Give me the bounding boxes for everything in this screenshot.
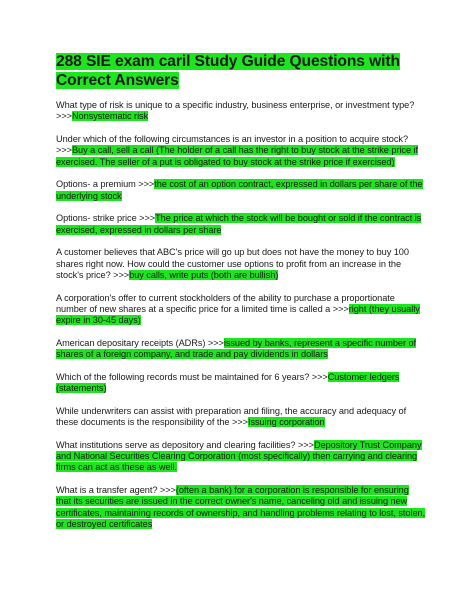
answer-text: Customer ledgers (statements) — [56, 371, 400, 394]
qa-item — [56, 440, 426, 474]
answer-separator: >>> — [231, 417, 248, 428]
question-text: A customer believes that ABC's price will go up but does not have the money to buy 100 shares right now. How could the customer use options to profit from an increase in the stock's price? — [56, 247, 409, 280]
answer-separator: >>> — [207, 337, 224, 348]
answer-separator: >>> — [159, 485, 176, 496]
question-text: Which of the following records must be maintained for 6 years? — [56, 371, 312, 382]
qa-item — [56, 485, 426, 530]
answer-text: buy calls, write puts (both are bullish) — [129, 269, 279, 280]
question-text: American depositary receipts (ADRs) — [56, 337, 208, 348]
answer-text: issued by banks, represent a specific number of shares of a foreign company, and trade and pay dividends in dollars — [56, 337, 417, 360]
question-text: Under which of the following circumstances is an investor in a position to acquire stock? — [56, 133, 408, 144]
answer-separator: >>> — [113, 269, 130, 280]
answer-separator: >>> — [56, 111, 72, 122]
answer-separator: >>> — [297, 439, 314, 450]
answer-text: Buy a call, sell a call (The holder of a call has the right to buy stock at the strike price if exercised. The seller of a put is obligated to buy stock at the strike price if exercised) — [56, 145, 419, 167]
qa-item — [56, 247, 426, 281]
question-text: What institutions serve as depository and clearing facilities? — [56, 439, 298, 450]
document-page — [56, 52, 426, 542]
answer-text: Issuing corporation — [247, 417, 325, 428]
answer-separator: >>> — [56, 145, 72, 156]
answer-separator: >>> — [139, 213, 156, 224]
question-text: A corporation's offer to current stockholders of the ability to purchase a proportionate number of new shares at a specific price for a limited time is called a — [56, 292, 395, 314]
question-text: What is a transfer agent? — [56, 485, 160, 496]
answer-text: Nonsystematic risk — [71, 111, 149, 122]
qa-item — [56, 134, 426, 168]
qa-item — [56, 293, 426, 327]
qa-item — [56, 338, 426, 361]
answer-separator: >>> — [138, 179, 155, 190]
question-text: What type of risk is unique to a specific industry, business enterprise, or investment type? — [56, 100, 415, 110]
question-text: While underwriters can assist with preparation and filing, the accuracy and adequacy of these documents is the responsibility of the — [56, 405, 407, 428]
qa-item — [56, 179, 426, 202]
answer-text: The price at which the stock will be bought or sold if the contract is exercised, expressed in dollars per share — [56, 213, 422, 235]
answer-separator: >>> — [332, 303, 349, 314]
document-title-text: 288 SIE exam caril Study Guide Questions with Correct Answers — [56, 53, 400, 89]
qa-item — [56, 100, 426, 123]
qa-item — [56, 213, 426, 236]
document-title — [56, 52, 426, 90]
answer-text: (often a bank) for a corporation is responsible for ensuring that its securities are issued in the correct owner's name, canceling old and issuing new certificates, maintaining records of ownership, and handling problems relating to lost, stolen, or destroyed certificates — [56, 485, 426, 529]
qa-item — [56, 372, 426, 395]
answer-text: Depository Trust Company and National Securities Clearing Corporation (most specifically) then carrying and clearing firms can act as these as well. — [56, 439, 422, 473]
question-text: Options- a premium — [56, 179, 139, 190]
answer-text: right (they usually expire in 30-45 days) — [56, 303, 420, 326]
answer-text: the cost of an option contract, expressed in dollars per share of the underlying stock — [56, 179, 423, 201]
answer-separator: >>> — [311, 371, 328, 382]
question-text: Options- strike price — [56, 213, 140, 224]
qa-item — [56, 406, 426, 429]
